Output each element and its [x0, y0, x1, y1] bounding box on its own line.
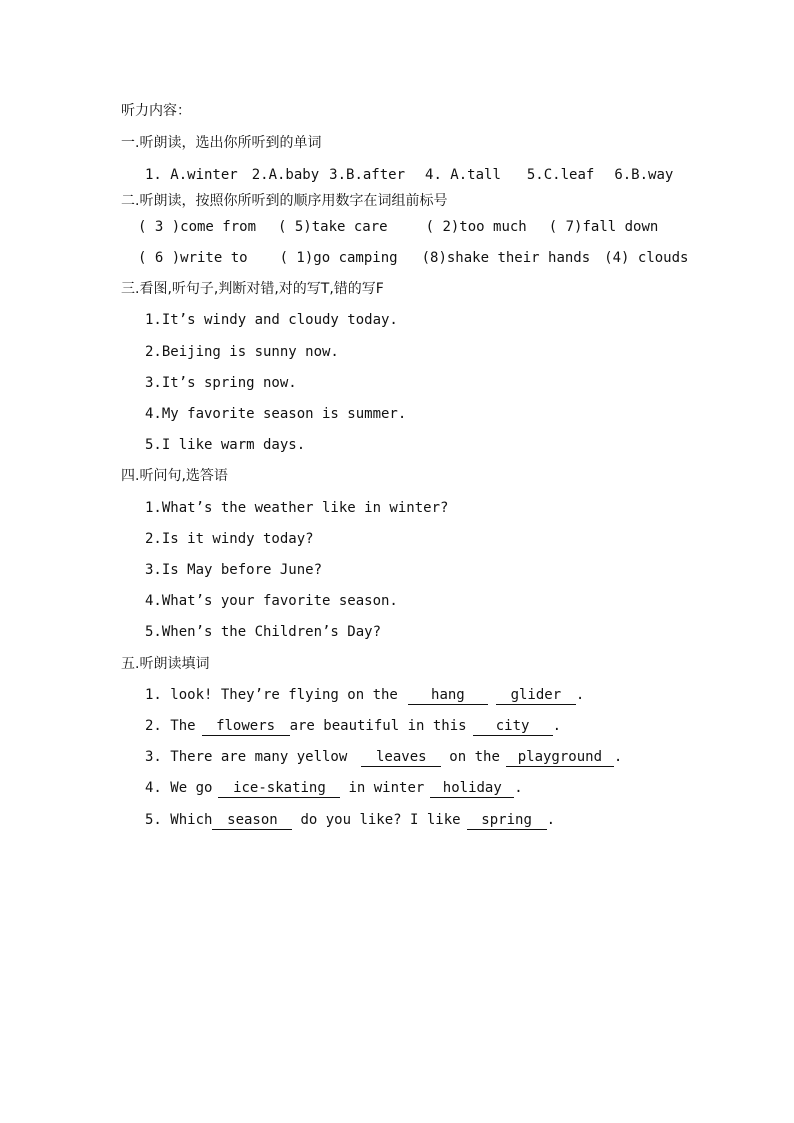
s3-sentence: 4.My favorite season is summer.: [145, 406, 407, 422]
s5-text: .: [514, 780, 523, 796]
s5-answer-blank: flowers: [202, 717, 290, 736]
s3-sentence: 3.It’s spring now.: [145, 375, 297, 391]
s5-text: .: [552, 718, 562, 734]
s5-answer-blank: spring: [467, 811, 547, 830]
s5-question-3: [145, 747, 622, 767]
s5-text: .: [613, 749, 623, 765]
s2-item: ( 3 )come from: [138, 219, 257, 235]
s1-item: 6.B.way: [614, 167, 674, 183]
s4-question: 1.What’s the weather like in winter?: [145, 500, 449, 516]
s5-text: are beautiful in this: [289, 718, 467, 734]
s5-text: 1. look! They’re flying on the: [145, 687, 398, 703]
s2-item: ( 5)take care: [278, 219, 388, 235]
s2-item: ( 1)go camping: [279, 250, 398, 266]
s2-item: (4) clouds: [604, 250, 689, 266]
page-heading: 听力内容：: [121, 103, 191, 119]
s2-item: ( 7)fall down: [548, 219, 659, 235]
s1-item: 5.C.leaf: [526, 167, 595, 183]
s5-answer-blank: glider: [496, 686, 576, 705]
s5-question-2: [145, 716, 561, 736]
s5-text: on the: [449, 749, 500, 765]
s4-question: 4.What’s your favorite season.: [145, 593, 398, 609]
s2-item: ( 6 )write to: [138, 250, 248, 266]
section-2-row-2: [138, 248, 688, 268]
s5-answer-blank: city: [473, 717, 553, 736]
s1-item: 3.B.after: [329, 167, 406, 183]
s3-sentence: 5.I like warm days.: [145, 437, 306, 453]
s5-answer-blank: season: [212, 811, 292, 830]
s4-question: 3.Is May before June?: [145, 562, 323, 578]
s5-text: do you like? I like: [300, 812, 461, 828]
s5-question-5: [145, 810, 555, 830]
s3-sentence: 1.It’s windy and cloudy today.: [145, 312, 398, 328]
s5-text: 5. Which: [145, 812, 213, 828]
section-1-options: [145, 165, 673, 185]
s2-item: ( 2)too much: [425, 219, 527, 235]
s5-question-1: [145, 685, 584, 705]
s5-question-4: [145, 778, 523, 798]
section-1-title: 一.听朗读，选出你所听到的单词: [121, 135, 322, 151]
s3-sentence: 2.Beijing is sunny now.: [145, 344, 339, 360]
section-5-title: 五.听朗读填词: [121, 656, 210, 672]
s5-text: 2. The: [145, 718, 196, 734]
s2-item: (8)shake their hands: [421, 250, 591, 266]
s1-item: 2.A.baby: [251, 167, 320, 183]
s5-answer-blank: leaves: [361, 748, 441, 767]
s5-text: .: [546, 812, 556, 828]
s5-answer-blank: ice-skating: [218, 779, 340, 798]
s1-item: 4. A.tall: [425, 167, 501, 183]
section-2-row-1: [138, 217, 658, 237]
s5-answer-blank: hang: [408, 686, 488, 705]
s5-answer-blank: playground: [506, 748, 614, 767]
s1-item: 1. A.winter: [145, 167, 238, 183]
section-3-title: 三.看图,听句子,判断对错,对的写T,错的写F: [121, 281, 384, 297]
s4-question: 2.Is it windy today?: [145, 531, 314, 547]
s5-text: .: [575, 687, 585, 703]
s5-text: 4. We go: [145, 780, 213, 796]
section-2-title: 二.听朗读，按照你所听到的顺序用数字在词组前标号: [121, 193, 448, 209]
s5-text: 3. There are many yellow: [145, 749, 348, 765]
section-4-title: 四.听问句,选答语: [121, 468, 228, 484]
s5-text: in winter: [348, 780, 425, 796]
s4-question: 5.When’s the Children’s Day?: [145, 624, 382, 640]
s5-answer-blank: holiday: [430, 779, 514, 798]
